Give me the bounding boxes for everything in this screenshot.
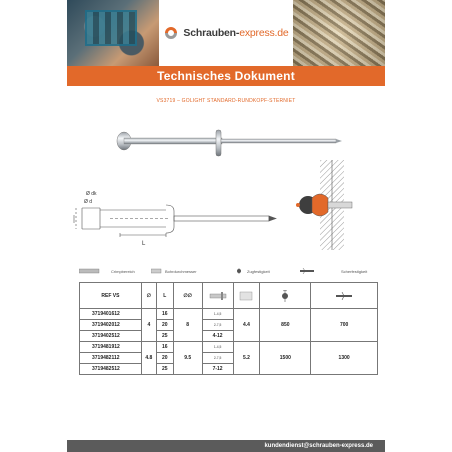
header-shear-icon-cell (311, 283, 378, 309)
table-row (80, 342, 378, 353)
header-banner (67, 0, 385, 66)
shear-cell: 700 (311, 309, 378, 342)
tensile-strength-icon (233, 268, 245, 274)
header-photo-tools (67, 0, 159, 66)
header-ref: REF VS (80, 283, 142, 309)
header-bore-icon-cell (233, 283, 260, 309)
grip-cell: 1-4,5 (202, 309, 233, 320)
title-bar (67, 66, 385, 86)
dim-dk-label: Ø dk (86, 191, 97, 197)
tensile-cell: 1500 (260, 342, 311, 375)
dim-l-label: L (142, 241, 146, 247)
legend-shear: Scherfestigkeit (341, 269, 368, 274)
drill-cell: 9.5 (173, 342, 202, 375)
length-cell: 20 (156, 320, 173, 331)
drill-cell: 8 (173, 309, 202, 342)
legend-row (79, 267, 379, 279)
shear-icon (335, 292, 353, 300)
ref-cell: 3719401612 (80, 309, 142, 320)
footer-bar (67, 440, 385, 452)
tensile-icon (278, 290, 292, 302)
legend-tensile: Zugfestigkeit (247, 269, 270, 274)
product-subtitle: VS3719 – GOLIGHT STANDARD-RUNDKOPF-STERNIET (156, 98, 296, 104)
drill-diameter-icon (151, 268, 163, 274)
ref-cell: 3719481912 (80, 342, 142, 353)
bore-cell: 4.4 (233, 309, 260, 342)
ref-cell: 3719402512 (80, 331, 142, 342)
tensile-cell: 850 (260, 309, 311, 342)
brand-name: Schrauben-express.de (183, 27, 289, 39)
rivet-technical-drawing (70, 175, 290, 255)
toolbox-tray (85, 10, 137, 46)
bore-cell: 5.2 (233, 342, 260, 375)
table-header-row (80, 283, 378, 309)
bore-icon (239, 291, 253, 301)
document-title: Technisches Dokument (157, 69, 295, 83)
header-l: L (156, 283, 173, 309)
shear-strength-icon (299, 268, 315, 274)
grip-range-icon (209, 292, 227, 300)
support-email-link[interactable]: kundendienst@schrauben-express.de (264, 443, 373, 449)
grip-cell: 4-12 (202, 331, 233, 342)
grip-cell: 2-7,5 (202, 320, 233, 331)
diameter-cell: 4.8 (141, 342, 156, 375)
header-d: ∅ (141, 283, 156, 309)
brand-logo-icon (163, 25, 179, 41)
rivet-section-view (270, 160, 360, 250)
length-cell: 25 (156, 331, 173, 342)
shear-cell: 1300 (311, 342, 378, 375)
table-row (80, 309, 378, 320)
crimp-range-icon (79, 268, 101, 274)
ref-cell: 3719402012 (80, 320, 142, 331)
dim-d-label: Ø d (84, 199, 93, 205)
specification-table (79, 282, 378, 375)
brand-logo-box (159, 0, 293, 66)
grip-cell: 1-4,5 (202, 342, 233, 353)
ref-cell: 3719482112 (80, 353, 142, 364)
header-grip-icon-cell (202, 283, 233, 309)
grip-cell: 2-7,5 (202, 353, 233, 364)
legend-drill: Bohrdurchmesser (165, 269, 197, 274)
ref-cell: 3719482512 (80, 364, 142, 375)
grip-cell: 7-12 (202, 364, 233, 375)
header-drill: ∅∅ (173, 283, 202, 309)
length-cell: 16 (156, 309, 173, 320)
diameter-cell: 4 (141, 309, 156, 342)
legend-crimp: Crimpbereich (111, 269, 135, 274)
header-tensile-icon-cell (260, 283, 311, 309)
header-photo-screws (293, 0, 385, 66)
length-cell: 16 (156, 342, 173, 353)
length-cell: 25 (156, 364, 173, 375)
length-cell: 20 (156, 353, 173, 364)
